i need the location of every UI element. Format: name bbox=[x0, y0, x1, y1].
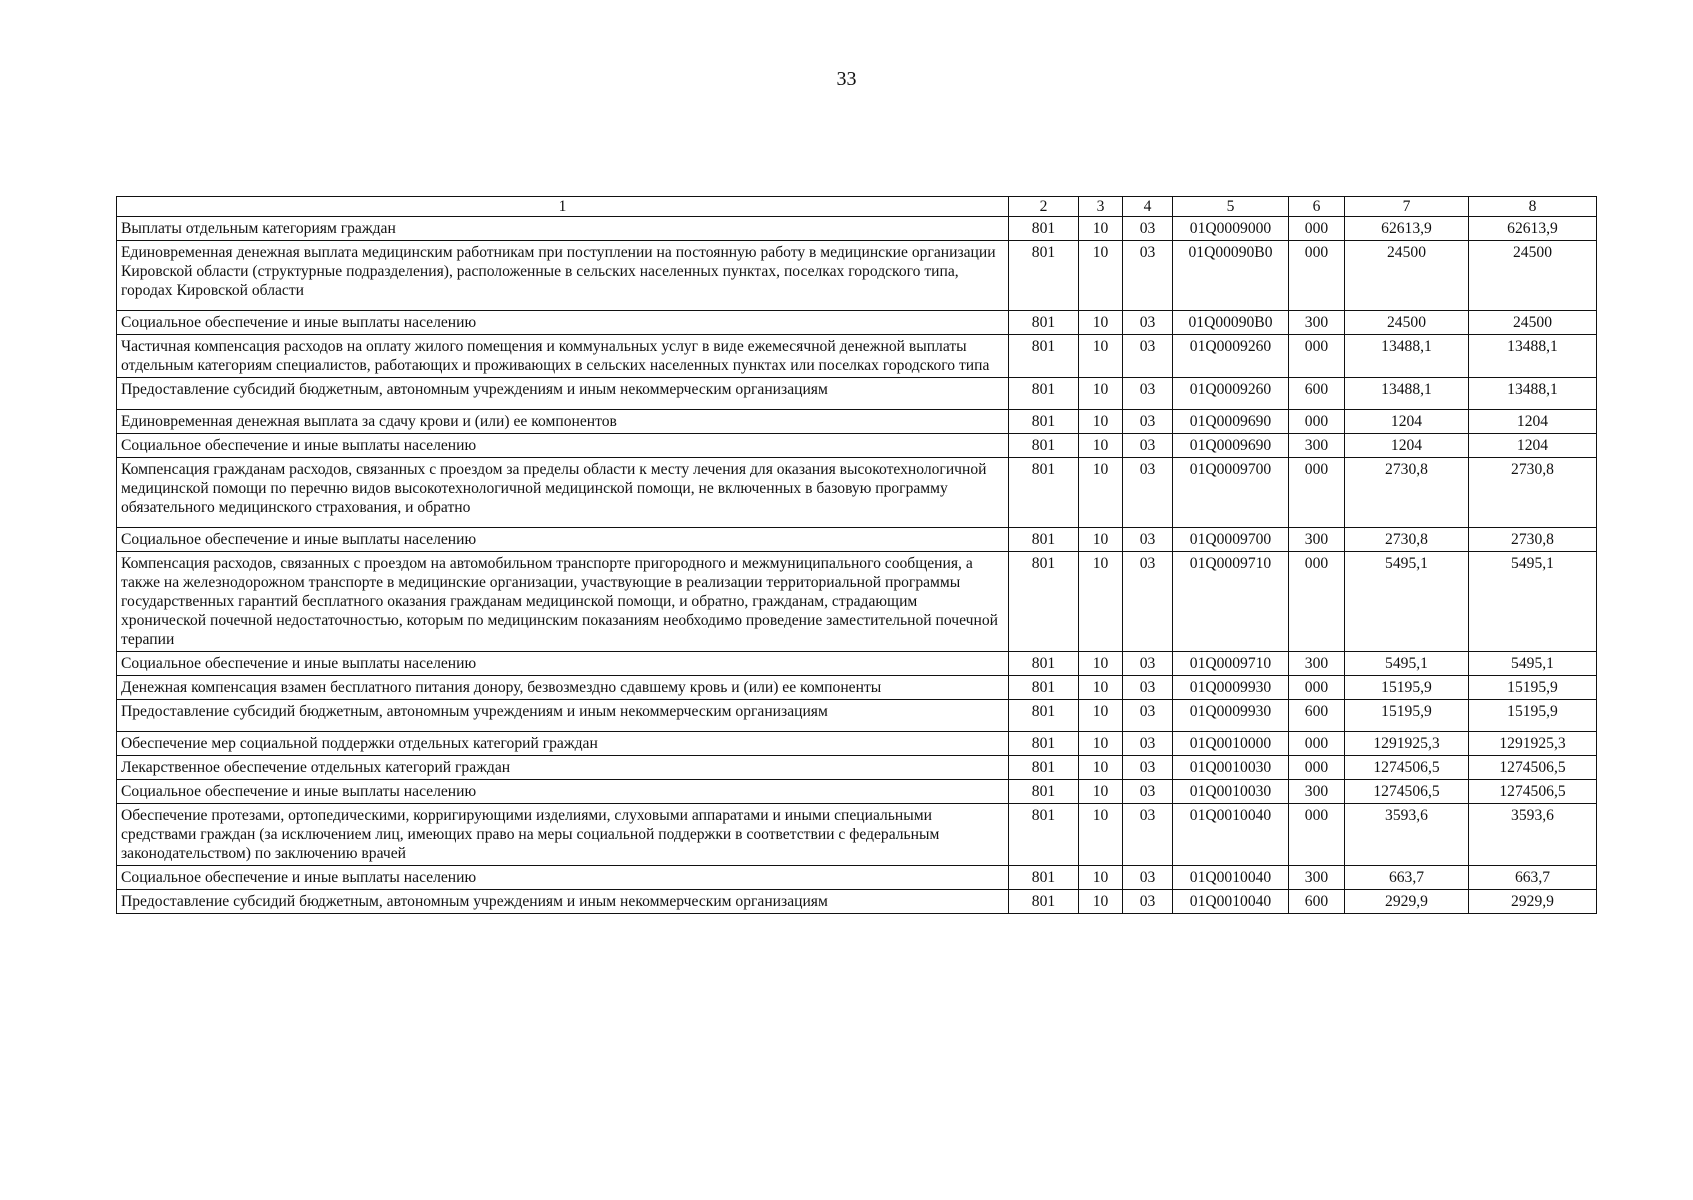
row-cell-5: 01Q0010040 bbox=[1173, 890, 1289, 914]
row-cell-8: 5495,1 bbox=[1469, 552, 1597, 652]
table-row bbox=[117, 528, 1597, 552]
row-cell-5: 01Q0009260 bbox=[1173, 335, 1289, 378]
row-cell-6: 000 bbox=[1289, 804, 1345, 866]
row-description: Лекарственное обеспечение отдельных категорий граждан bbox=[117, 756, 1009, 780]
row-cell-3: 10 bbox=[1079, 217, 1123, 241]
row-cell-2: 801 bbox=[1009, 410, 1079, 434]
row-cell-8: 15195,9 bbox=[1469, 700, 1597, 732]
row-cell-2: 801 bbox=[1009, 528, 1079, 552]
row-description: Выплаты отдельным категориям граждан bbox=[117, 217, 1009, 241]
row-cell-6: 000 bbox=[1289, 410, 1345, 434]
row-cell-3: 10 bbox=[1079, 434, 1123, 458]
row-cell-3: 10 bbox=[1079, 756, 1123, 780]
row-cell-4: 03 bbox=[1123, 378, 1173, 410]
row-description: Компенсация гражданам расходов, связанных с проездом за пределы области к месту лечения для оказания высокотехнологичной медицинской помощи по перечню видов высокотехнологичной медицинской помощи, не включенных в базовую программу обязательного медицинского страхования, и обратно bbox=[117, 458, 1009, 528]
row-cell-2: 801 bbox=[1009, 335, 1079, 378]
header-cell: 5 bbox=[1173, 197, 1289, 217]
row-cell-3: 10 bbox=[1079, 378, 1123, 410]
row-cell-6: 000 bbox=[1289, 458, 1345, 528]
table-row bbox=[117, 652, 1597, 676]
row-cell-4: 03 bbox=[1123, 732, 1173, 756]
row-description: Социальное обеспечение и иные выплаты населению bbox=[117, 434, 1009, 458]
row-cell-7: 2730,8 bbox=[1345, 458, 1469, 528]
row-cell-7: 24500 bbox=[1345, 241, 1469, 311]
row-description: Предоставление субсидий бюджетным, автономным учреждениям и иным некоммерческим организациям bbox=[117, 700, 1009, 732]
row-cell-6: 000 bbox=[1289, 217, 1345, 241]
table-row bbox=[117, 378, 1597, 410]
table-row bbox=[117, 732, 1597, 756]
row-cell-7: 1204 bbox=[1345, 410, 1469, 434]
table-row bbox=[117, 700, 1597, 732]
row-cell-7: 1204 bbox=[1345, 434, 1469, 458]
header-cell: 8 bbox=[1469, 197, 1597, 217]
row-description: Единовременная денежная выплата медицинским работникам при поступлении на постоянную работу в медицинские организации Кировской области (структурные подразделения), расположенные в сельских населенных пунктах, поселках городского типа, городах Кировской области bbox=[117, 241, 1009, 311]
row-cell-3: 10 bbox=[1079, 804, 1123, 866]
row-cell-7: 2929,9 bbox=[1345, 890, 1469, 914]
header-cell: 4 bbox=[1123, 197, 1173, 217]
row-cell-7: 62613,9 bbox=[1345, 217, 1469, 241]
row-cell-7: 2730,8 bbox=[1345, 528, 1469, 552]
row-description: Социальное обеспечение и иные выплаты населению bbox=[117, 780, 1009, 804]
row-cell-4: 03 bbox=[1123, 652, 1173, 676]
row-cell-5: 01Q0009710 bbox=[1173, 552, 1289, 652]
row-cell-5: 01Q0009930 bbox=[1173, 700, 1289, 732]
row-cell-7: 5495,1 bbox=[1345, 552, 1469, 652]
row-cell-8: 2730,8 bbox=[1469, 458, 1597, 528]
row-cell-6: 300 bbox=[1289, 528, 1345, 552]
row-cell-2: 801 bbox=[1009, 866, 1079, 890]
row-cell-3: 10 bbox=[1079, 410, 1123, 434]
row-cell-8: 2929,9 bbox=[1469, 890, 1597, 914]
page-number: 33 bbox=[836, 68, 857, 90]
header-cell: 3 bbox=[1079, 197, 1123, 217]
row-cell-5: 01Q0009690 bbox=[1173, 434, 1289, 458]
row-cell-4: 03 bbox=[1123, 866, 1173, 890]
row-description: Предоставление субсидий бюджетным, автономным учреждениям и иным некоммерческим организациям bbox=[117, 378, 1009, 410]
row-cell-8: 663,7 bbox=[1469, 866, 1597, 890]
row-cell-2: 801 bbox=[1009, 652, 1079, 676]
table-row bbox=[117, 804, 1597, 866]
row-cell-4: 03 bbox=[1123, 434, 1173, 458]
table-row bbox=[117, 780, 1597, 804]
row-cell-2: 801 bbox=[1009, 804, 1079, 866]
row-cell-6: 000 bbox=[1289, 241, 1345, 311]
row-cell-3: 10 bbox=[1079, 780, 1123, 804]
header-cell: 1 bbox=[117, 197, 1009, 217]
row-cell-8: 5495,1 bbox=[1469, 652, 1597, 676]
row-cell-2: 801 bbox=[1009, 780, 1079, 804]
row-cell-3: 10 bbox=[1079, 866, 1123, 890]
row-cell-4: 03 bbox=[1123, 780, 1173, 804]
row-cell-5: 01Q0009930 bbox=[1173, 676, 1289, 700]
row-cell-5: 01Q0009710 bbox=[1173, 652, 1289, 676]
row-cell-7: 24500 bbox=[1345, 311, 1469, 335]
table-row bbox=[117, 676, 1597, 700]
row-cell-4: 03 bbox=[1123, 756, 1173, 780]
row-description: Социальное обеспечение и иные выплаты населению bbox=[117, 528, 1009, 552]
row-cell-3: 10 bbox=[1079, 732, 1123, 756]
row-cell-8: 3593,6 bbox=[1469, 804, 1597, 866]
row-cell-3: 10 bbox=[1079, 311, 1123, 335]
row-description: Денежная компенсация взамен бесплатного питания донору, безвозмездно сдавшему кровь и (или) ее компоненты bbox=[117, 676, 1009, 700]
row-description: Обеспечение протезами, ортопедическими, корригирующими изделиями, слуховыми аппаратами и иными специальными средствами граждан (за исключением лиц, имеющих право на меры социальной поддержки в соответствии с федеральным законодательством) по заключению врачей bbox=[117, 804, 1009, 866]
row-cell-8: 1204 bbox=[1469, 410, 1597, 434]
row-cell-4: 03 bbox=[1123, 241, 1173, 311]
row-cell-2: 801 bbox=[1009, 700, 1079, 732]
row-cell-2: 801 bbox=[1009, 676, 1079, 700]
row-cell-5: 01Q00090B0 bbox=[1173, 311, 1289, 335]
row-cell-3: 10 bbox=[1079, 700, 1123, 732]
table-row bbox=[117, 434, 1597, 458]
row-cell-8: 1291925,3 bbox=[1469, 732, 1597, 756]
row-cell-7: 3593,6 bbox=[1345, 804, 1469, 866]
row-cell-5: 01Q0010030 bbox=[1173, 780, 1289, 804]
row-cell-6: 300 bbox=[1289, 866, 1345, 890]
row-cell-5: 01Q00090B0 bbox=[1173, 241, 1289, 311]
row-cell-2: 801 bbox=[1009, 217, 1079, 241]
row-cell-7: 1274506,5 bbox=[1345, 756, 1469, 780]
row-cell-3: 10 bbox=[1079, 335, 1123, 378]
table-row bbox=[117, 458, 1597, 528]
row-cell-2: 801 bbox=[1009, 756, 1079, 780]
row-cell-6: 000 bbox=[1289, 732, 1345, 756]
row-description: Социальное обеспечение и иные выплаты населению bbox=[117, 652, 1009, 676]
row-cell-5: 01Q0009690 bbox=[1173, 410, 1289, 434]
table-row bbox=[117, 217, 1597, 241]
table-row bbox=[117, 552, 1597, 652]
row-cell-2: 801 bbox=[1009, 890, 1079, 914]
row-description: Социальное обеспечение и иные выплаты населению bbox=[117, 866, 1009, 890]
row-cell-8: 24500 bbox=[1469, 311, 1597, 335]
header-cell: 2 bbox=[1009, 197, 1079, 217]
row-cell-6: 300 bbox=[1289, 780, 1345, 804]
row-description: Предоставление субсидий бюджетным, автономным учреждениям и иным некоммерческим организациям bbox=[117, 890, 1009, 914]
row-cell-8: 13488,1 bbox=[1469, 335, 1597, 378]
row-cell-3: 10 bbox=[1079, 890, 1123, 914]
row-cell-8: 1274506,5 bbox=[1469, 756, 1597, 780]
row-description: Компенсация расходов, связанных с проездом на автомобильном транспорте пригородного и межмуниципального сообщения, а также на железнодорожном транспорте в медицинские организации, участвующие в реализации территориальной программы государственных гарантий бесплатного оказания гражданам медицинской помощи, и обратно, гражданам, страдающим хронической почечной недостаточностью, которым по медицинским показаниям необходимо проведение заместительной почечной терапии bbox=[117, 552, 1009, 652]
row-cell-5: 01Q0010040 bbox=[1173, 804, 1289, 866]
row-cell-8: 1204 bbox=[1469, 434, 1597, 458]
row-cell-5: 01Q0010030 bbox=[1173, 756, 1289, 780]
row-cell-7: 1291925,3 bbox=[1345, 732, 1469, 756]
row-cell-4: 03 bbox=[1123, 552, 1173, 652]
row-cell-6: 600 bbox=[1289, 378, 1345, 410]
table-row bbox=[117, 890, 1597, 914]
row-cell-6: 000 bbox=[1289, 756, 1345, 780]
row-cell-2: 801 bbox=[1009, 378, 1079, 410]
table-row bbox=[117, 866, 1597, 890]
row-cell-5: 01Q0009260 bbox=[1173, 378, 1289, 410]
row-cell-8: 1274506,5 bbox=[1469, 780, 1597, 804]
row-cell-6: 000 bbox=[1289, 552, 1345, 652]
row-cell-2: 801 bbox=[1009, 732, 1079, 756]
row-cell-4: 03 bbox=[1123, 311, 1173, 335]
row-cell-3: 10 bbox=[1079, 652, 1123, 676]
table-row bbox=[117, 311, 1597, 335]
table-row bbox=[117, 241, 1597, 311]
table-row bbox=[117, 756, 1597, 780]
row-cell-2: 801 bbox=[1009, 552, 1079, 652]
row-cell-5: 01Q0009000 bbox=[1173, 217, 1289, 241]
row-cell-7: 15195,9 bbox=[1345, 676, 1469, 700]
row-description: Социальное обеспечение и иные выплаты населению bbox=[117, 311, 1009, 335]
row-cell-8: 62613,9 bbox=[1469, 217, 1597, 241]
row-cell-4: 03 bbox=[1123, 804, 1173, 866]
row-cell-8: 15195,9 bbox=[1469, 676, 1597, 700]
row-cell-6: 000 bbox=[1289, 676, 1345, 700]
row-cell-3: 10 bbox=[1079, 552, 1123, 652]
row-cell-8: 13488,1 bbox=[1469, 378, 1597, 410]
row-cell-2: 801 bbox=[1009, 241, 1079, 311]
row-cell-5: 01Q0009700 bbox=[1173, 458, 1289, 528]
header-cell: 7 bbox=[1345, 197, 1469, 217]
header-cell: 6 bbox=[1289, 197, 1345, 217]
row-cell-2: 801 bbox=[1009, 458, 1079, 528]
row-cell-5: 01Q0010000 bbox=[1173, 732, 1289, 756]
row-cell-6: 300 bbox=[1289, 311, 1345, 335]
row-cell-3: 10 bbox=[1079, 458, 1123, 528]
row-description: Обеспечение мер социальной поддержки отдельных категорий граждан bbox=[117, 732, 1009, 756]
budget-table bbox=[116, 196, 1597, 914]
row-cell-2: 801 bbox=[1009, 434, 1079, 458]
row-cell-6: 300 bbox=[1289, 434, 1345, 458]
row-description: Частичная компенсация расходов на оплату жилого помещения и коммунальных услуг в виде ежемесячной денежной выплаты отдельным категориям специалистов, работающих и проживающих в сельских населенных пунктах или поселках городского типа bbox=[117, 335, 1009, 378]
row-cell-7: 5495,1 bbox=[1345, 652, 1469, 676]
row-cell-8: 24500 bbox=[1469, 241, 1597, 311]
row-cell-4: 03 bbox=[1123, 410, 1173, 434]
header-row bbox=[117, 197, 1597, 217]
row-cell-4: 03 bbox=[1123, 700, 1173, 732]
row-cell-3: 10 bbox=[1079, 241, 1123, 311]
table-row bbox=[117, 335, 1597, 378]
row-cell-3: 10 bbox=[1079, 528, 1123, 552]
row-cell-7: 15195,9 bbox=[1345, 700, 1469, 732]
row-cell-4: 03 bbox=[1123, 217, 1173, 241]
row-cell-4: 03 bbox=[1123, 890, 1173, 914]
row-description: Единовременная денежная выплата за сдачу крови и (или) ее компонентов bbox=[117, 410, 1009, 434]
row-cell-7: 1274506,5 bbox=[1345, 780, 1469, 804]
row-cell-6: 000 bbox=[1289, 335, 1345, 378]
row-cell-4: 03 bbox=[1123, 528, 1173, 552]
row-cell-2: 801 bbox=[1009, 311, 1079, 335]
row-cell-6: 300 bbox=[1289, 652, 1345, 676]
row-cell-6: 600 bbox=[1289, 890, 1345, 914]
row-cell-4: 03 bbox=[1123, 676, 1173, 700]
table-row bbox=[117, 410, 1597, 434]
row-cell-7: 13488,1 bbox=[1345, 335, 1469, 378]
row-cell-7: 13488,1 bbox=[1345, 378, 1469, 410]
row-cell-6: 600 bbox=[1289, 700, 1345, 732]
row-cell-5: 01Q0009700 bbox=[1173, 528, 1289, 552]
row-cell-8: 2730,8 bbox=[1469, 528, 1597, 552]
row-cell-7: 663,7 bbox=[1345, 866, 1469, 890]
row-cell-4: 03 bbox=[1123, 458, 1173, 528]
row-cell-5: 01Q0010040 bbox=[1173, 866, 1289, 890]
row-cell-3: 10 bbox=[1079, 676, 1123, 700]
row-cell-4: 03 bbox=[1123, 335, 1173, 378]
